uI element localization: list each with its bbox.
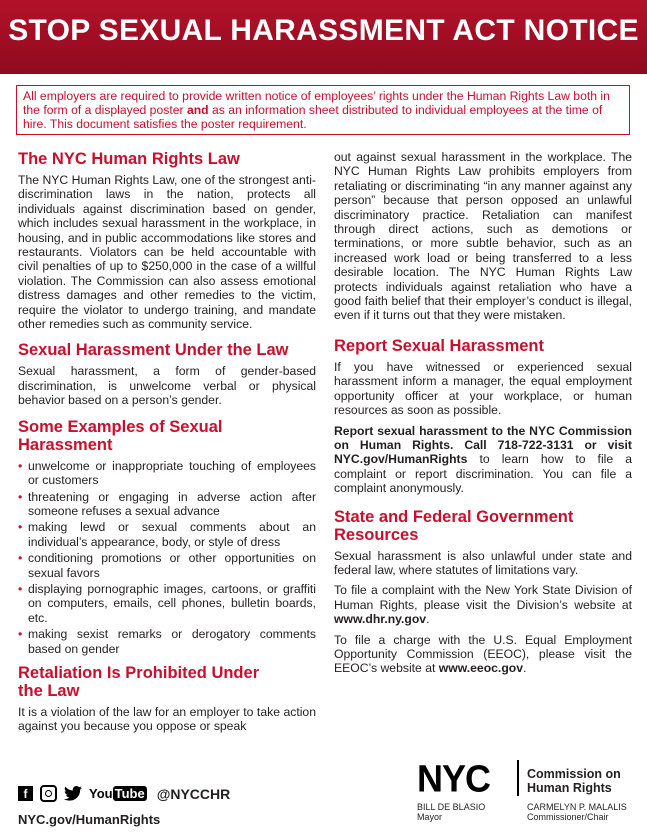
commission-line-2: Human Rights [527, 781, 612, 795]
website-link[interactable]: NYC.gov/HumanRights [18, 812, 161, 827]
law-text: The NYC Human Rights Law, one of the strongest anti-discrimination laws in the nation, protects all individuals against discrimination based on gender, which includes sexual harassment in the workplace, in housing, and in public accommodations like stores and restaurants. Violators can be held accountable with civil penalties of up to $250,000 in the case of a willful violation. The Commission can also assess emotional distress damages and other remedies to the victim, require the violator to undergo training, and mandate other remedies such as community service. [18, 173, 316, 332]
law-heading: The NYC Human Rights Law [18, 150, 240, 168]
commission-name [527, 767, 621, 795]
retaliation-text-2: out against sexual harassment in the workplace. The NYC Human Rights Law prohibits employers from retaliating or discriminating “in any manner against any person” because that person opposed an unlawful discriminatory practice. Retaliation can manifest through direct actions, such as demotions or terminations, or more subtle behavior, such as an increased work load or being transferred to a less desirable location. The NYC Human Rights Law protects individuals against retaliation who have a good faith belief that their employer’s conduct is illegal, even if it turns out that they were mistaken. [334, 150, 632, 323]
dhr-link[interactable]: www.dhr.ny.gov [334, 612, 427, 627]
report-contact [334, 424, 632, 496]
mayor-credit [417, 802, 485, 822]
report-text: If you have witnessed or experienced sexual harassment inform a manager, the equal employment opportunity officer at your workplace, or human resources as soon as possible. [334, 359, 632, 418]
eeoc-text-body: To file a charge with the U.S. Equal Employment Opportunity Commission (EEOC), please visit the EEOC’s website at [334, 632, 632, 676]
social-handle[interactable]: @NYCCHR [156, 785, 231, 802]
youtube-tube: Tube [114, 786, 145, 801]
state-heading: State and Federal Government Resources [334, 507, 574, 544]
nyc-logo: NYC [417, 756, 491, 800]
facebook-icon[interactable]: f [18, 786, 33, 801]
under-law-text: Sexual harassment, a form of gender-based discrimination, is unwelcome verbal or physical behavior based on a person’s gender. [18, 364, 316, 408]
list-item: • displaying pornographic images, cartoons, or graffiti on computers, emails, cell phones, bulletin boards, etc. [18, 582, 316, 625]
mayor-title: Mayor [417, 812, 443, 822]
title-banner [0, 0, 647, 74]
list-item: • making lewd or sexual comments about an individual’s appearance, body, or style of dress [18, 520, 316, 549]
eeoc-link[interactable]: www.eeoc.gov [438, 661, 523, 676]
chair-credit [527, 802, 627, 822]
retaliation-heading: Retaliation Is Prohibited Under the Law [18, 663, 260, 700]
state-text: Sexual harassment is also unlawful under state and federal law, where statutes of limitations vary. [334, 548, 632, 577]
list-item: • threatening or engaging in adverse action after someone refuses a sexual advance [18, 490, 316, 519]
dhr-text [334, 583, 632, 626]
notice-text-before: All employers are required to provide written notice of employees’ rights under the Human Rights Law both in the form of a displayed poster [23, 89, 610, 117]
eeoc-text [334, 633, 632, 676]
requirement-notice [16, 85, 630, 135]
dhr-text-body: To file a complaint with the New York State Division of Human Rights, please visit the Division’s website at [334, 583, 632, 612]
list-item: • making sexist remarks or derogatory comments based on gender [18, 627, 316, 656]
commission-line-1: Commission on [527, 767, 621, 781]
instagram-icon[interactable] [40, 785, 57, 802]
report-contact-bold: Report sexual harassment to the NYC Commission on Human Rights. Call 718-722-3131 or visit NYC.gov/HumanRights [334, 423, 632, 467]
retaliation-text-1: It is a violation of the law for an employer to take action against you because you oppose or speak [18, 704, 316, 734]
youtube-icon[interactable] [89, 786, 147, 801]
left-column [18, 150, 316, 740]
examples-list [18, 459, 316, 656]
mayor-name: BILL DE BLASIO [417, 802, 486, 812]
list-item: • unwelcome or inappropriate touching of employees or customers [18, 459, 316, 488]
report-contact-after: to learn how to file a complaint or report discrimination. You can file a complaint anonymously. [334, 452, 632, 496]
dhr-period: . [426, 612, 430, 627]
right-column [334, 150, 632, 682]
chair-name: CARMELYN P. MALALIS [527, 802, 627, 812]
examples-heading: Some Examples of Sexual Harassment [18, 417, 223, 454]
notice-text-after: as an information sheet distributed to individual employees at the time of hire. This document satisfies the poster requirement. [23, 103, 603, 131]
under-law-heading: Sexual Harassment Under the Law [18, 341, 289, 360]
social-links [18, 785, 230, 802]
report-heading: Report Sexual Harassment [334, 336, 544, 355]
eeoc-period: . [523, 661, 527, 676]
youtube-you: You [89, 786, 113, 801]
notice-bold: and [186, 103, 209, 117]
page-title: STOP SEXUAL HARASSMENT ACT NOTICE [8, 14, 639, 47]
twitter-icon[interactable] [64, 786, 82, 801]
logo-divider [517, 760, 519, 796]
list-item: • conditioning promotions or other opportunities on sexual favors [18, 551, 316, 580]
chair-title: Commissioner/Chair [527, 812, 609, 822]
